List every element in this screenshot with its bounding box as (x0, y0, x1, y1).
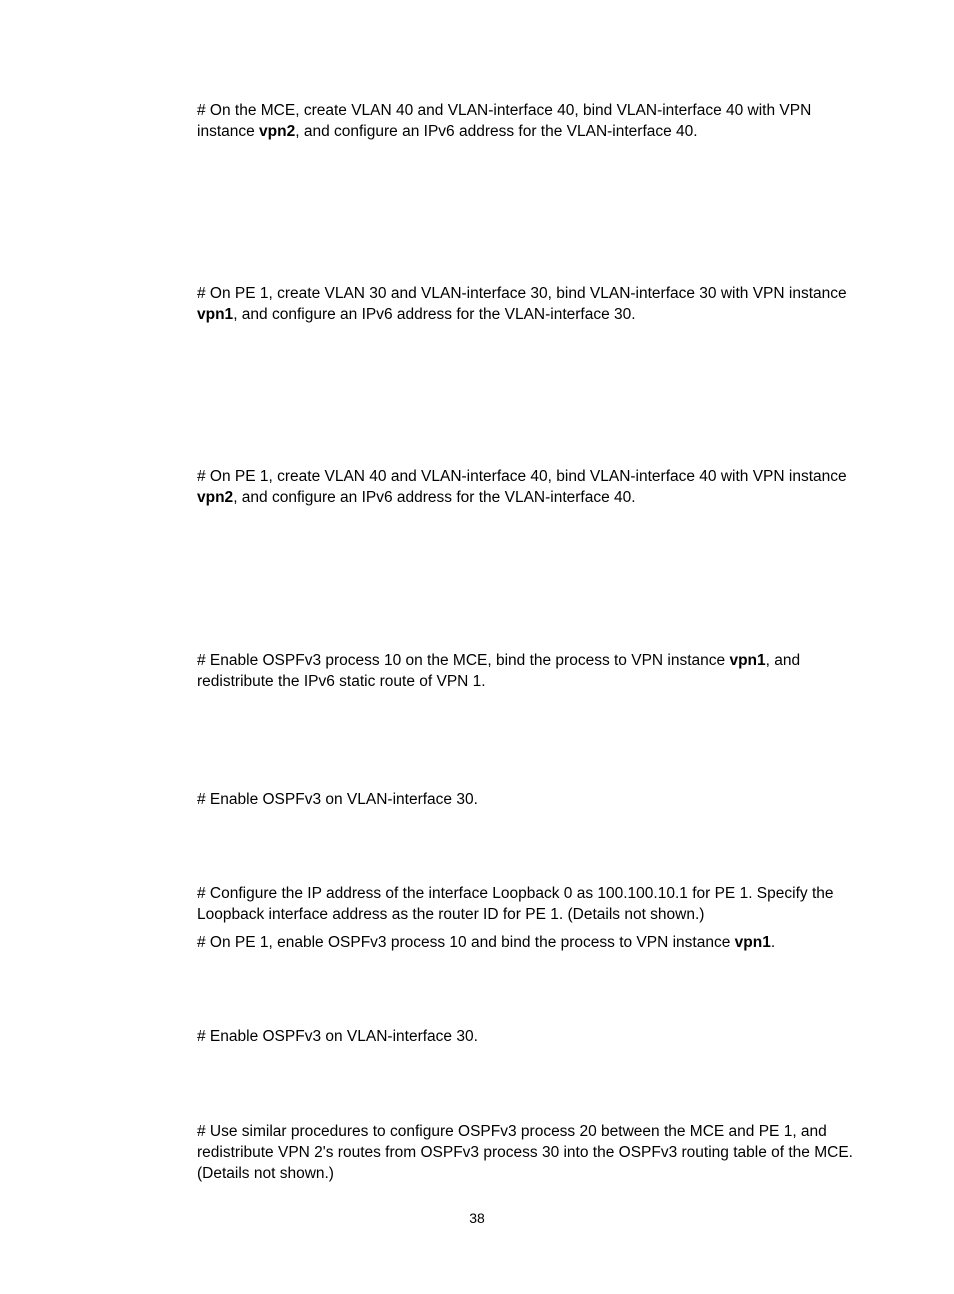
text: , and configure an IPv6 address for the VLAN-interface 40. (295, 123, 698, 140)
text: , and redistribute the IPv6 static route of VPN 1. (197, 652, 801, 690)
paragraph-pe1-vlan40 (197, 466, 869, 508)
text: # On the MCE, create VLAN 40 and VLAN-interface 40, bind VLAN-interface 40 with VPN instance (197, 102, 812, 140)
vpn-instance-name: vpn2 (197, 489, 234, 506)
paragraph-ospfv3-vlan30-pe1: # Enable OSPFv3 on VLAN-interface 30. (197, 1028, 478, 1045)
text: , and configure an IPv6 address for the VLAN-interface 40. (233, 489, 636, 506)
text: . (770, 934, 776, 951)
paragraph-mce-vlan40 (197, 100, 869, 142)
text: # On PE 1, create VLAN 40 and VLAN-interface 40, bind VLAN-interface 40 with VPN instance (197, 468, 847, 485)
vpn-instance-name: vpn1 (197, 306, 234, 323)
page-number: 38 (469, 1210, 485, 1226)
text: , and configure an IPv6 address for the VLAN-interface 30. (233, 306, 636, 323)
paragraph-similar-procedures: # Use similar procedures to configure OSPFv3 process 20 between the MCE and PE 1, and redistribute VPN 2's routes from OSPFv3 process 30 into the OSPFv3 routing table of the MCE. (Details not shown.) (197, 1123, 853, 1182)
paragraph-pe1-vlan30 (197, 283, 869, 325)
vpn-instance-name: vpn1 (729, 652, 766, 669)
vpn-instance-name: vpn2 (259, 123, 296, 140)
paragraph-loopback-pe1: # Configure the IP address of the interface Loopback 0 as 100.100.10.1 for PE 1. Specify the Loopback interface address as the router ID for PE 1. (Details not shown.) (197, 885, 834, 923)
vpn-instance-name: vpn1 (734, 934, 771, 951)
paragraph-ospfv3-pe1 (197, 932, 869, 953)
paragraph-ospfv3-vlan30-mce: # Enable OSPFv3 on VLAN-interface 30. (197, 791, 478, 808)
text: # On PE 1, enable OSPFv3 process 10 and bind the process to VPN instance (197, 934, 735, 951)
text: # On PE 1, create VLAN 30 and VLAN-interface 30, bind VLAN-interface 30 with VPN instance (197, 285, 847, 302)
text: # Enable OSPFv3 process 10 on the MCE, bind the process to VPN instance (197, 652, 730, 669)
paragraph-ospfv3-mce (197, 650, 869, 692)
